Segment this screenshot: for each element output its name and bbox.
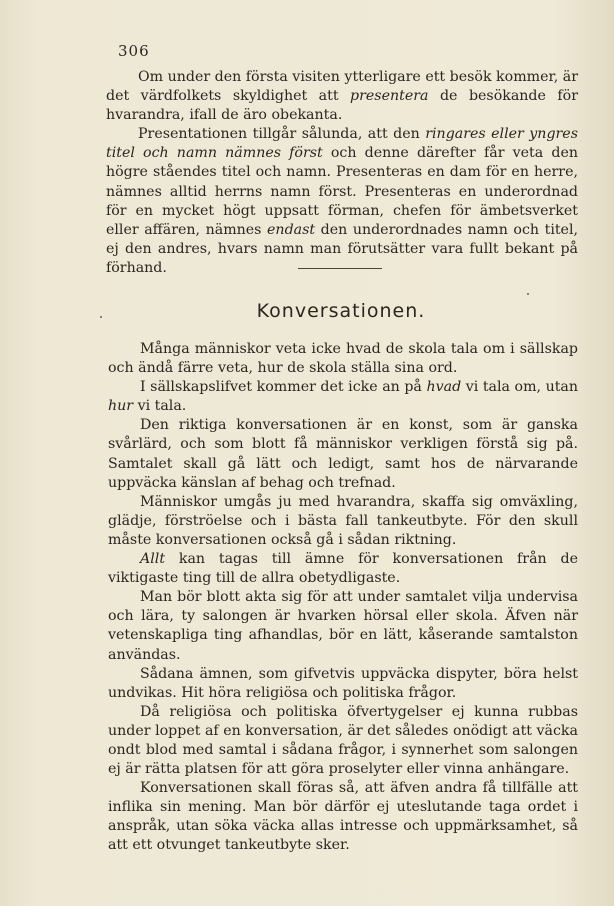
paragraph: Konversationen skall föras så, att äfven andra få tillfälle att inflika sin mening. Man bör därför ej uteslutande taga ordet i anspråk, utan söka väcka allas intresse och uppmärksamhet, så att ett otvunget tankeutbyte sker. [108, 780, 578, 854]
section-divider [298, 268, 382, 269]
paper-speck [527, 293, 529, 295]
body-text-konversationen [108, 340, 578, 856]
paragraph: Den riktiga konversationen är en konst, som är ganska svårlärd, och som blott få människor verkligen förstå sig på. Samtalet skall gå lätt och ledigt, samt hos de närvarande uppväcka känslan af behag och trefnad. [108, 417, 578, 491]
paragraph: Många människor veta icke hvad de skola tala om i sällskap och ändå färre veta, hur de skola ställa sina ord. [108, 341, 578, 377]
paragraph: I sällskapslifvet kommer det icke an på hvad vi tala om, utan hur vi tala. [108, 379, 579, 415]
page-number: 306 [118, 42, 150, 60]
paragraph: Om under den första visiten ytterligare ett besök kommer, är det värdfolkets skyldighet att presentera de besökande för hvarandra, ifall de äro obekanta. [106, 69, 578, 124]
section-heading: Konversationen. [256, 300, 426, 322]
body-text-presentation [106, 68, 578, 278]
paragraph: Då religiösa och politiska öfvertygelser ej kunna rubbas under loppet af en konversation, är det således onödigt att väcka ondt blod med samtal i sådana frågor, i synnerhet som salongen ej är rätta platsen för att göra proselyter eller vinna anhängare. [108, 703, 578, 778]
paragraph: Sådana ämnen, som gifvetvis uppväcka dispyter, böra helst undvikas. Hit höra religiösa och politiska frågor. [108, 665, 578, 701]
paragraph: Presentationen tillgår sålunda, att den ringares eller yngres titel och namn nämnes först och denne därefter får veta den högre ståendes titel och namn. Presenteras en dam för en herre, nämnes alltid herrns namn först. Presenteras en underordnad för en mycket högt uppsatt förman, chefen för ämbetsverket eller affären, nämnes endast den underordnades namn och titel, ej den andres, hvars namn man förutsätter vara fullt bekant på förhand. [106, 126, 579, 276]
paragraph: Människor umgås ju med hvarandra, skaffa sig omväxling, glädje, förströelse och i bästa fall tankeutbyte. För den skull måste konversationen också gå i sådan riktning. [108, 493, 578, 548]
paragraph: Man bör blott akta sig för att under samtalet vilja undervisa och lära, ty salongen är hvarken hörsal eller skola. Äfven när vetenskapliga ting afhandlas, bör en lätt, kåserande samtalston användas. [108, 589, 578, 663]
paragraph: Allt kan tagas till ämne för konversationen från de viktigaste ting till de allra obetydligaste. [108, 551, 578, 587]
paper-speck [100, 316, 102, 318]
